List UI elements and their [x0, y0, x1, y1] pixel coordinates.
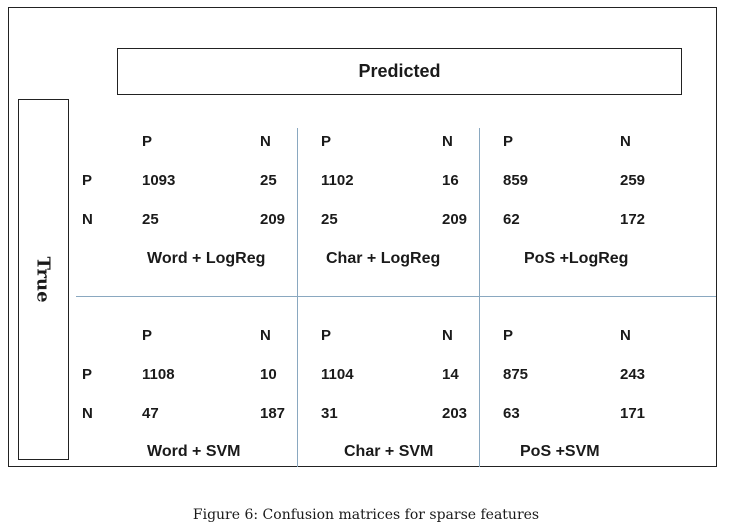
- col-header-p: P: [321, 133, 332, 150]
- col-header-p: P: [142, 327, 153, 344]
- cell-tn: 187: [260, 405, 286, 422]
- row-label-n-bottom: N: [82, 405, 93, 422]
- divider-horizontal: [76, 296, 716, 297]
- col-header-p: P: [503, 133, 514, 150]
- row-label-p-top: P: [82, 172, 93, 189]
- col-header-p: P: [142, 133, 153, 150]
- col-header-n: N: [260, 133, 271, 150]
- matrix-title: Char + LogReg: [326, 250, 441, 267]
- divider-vertical-2: [479, 128, 480, 467]
- figure-caption: Figure 6: Confusion matrices for sparse features: [192, 507, 540, 523]
- predicted-label: Predicted: [358, 61, 441, 81]
- row-label-n-top: N: [82, 211, 93, 228]
- cell-tp: 1102: [321, 172, 354, 189]
- col-header-p: P: [503, 327, 514, 344]
- col-header-n: N: [620, 133, 631, 150]
- cell-fn: 10: [260, 366, 277, 383]
- cell-fp: 47: [142, 405, 159, 422]
- true-label: True: [32, 256, 54, 303]
- cell-tn: 172: [620, 211, 646, 228]
- divider-vertical-1: [297, 128, 298, 467]
- cell-tn: 171: [620, 405, 646, 422]
- true-header: [18, 99, 69, 460]
- cell-fp: 62: [503, 211, 520, 228]
- matrix-title: Char + SVM: [344, 443, 434, 460]
- cell-tn: 209: [442, 211, 468, 228]
- col-header-p: P: [321, 327, 332, 344]
- cell-tp: 859: [503, 172, 529, 189]
- col-header-n: N: [442, 327, 453, 344]
- col-header-n: N: [442, 133, 453, 150]
- matrix-title: PoS +LogReg: [524, 250, 629, 267]
- row-label-p-bottom: P: [82, 366, 93, 383]
- cell-fn: 25: [260, 172, 277, 189]
- cell-tp: 1104: [321, 366, 354, 383]
- predicted-header: [117, 48, 682, 95]
- cell-fp: 63: [503, 405, 520, 422]
- matrix-title: Word + LogReg: [147, 250, 266, 267]
- cell-tn: 209: [260, 211, 286, 228]
- cell-fp: 25: [142, 211, 159, 228]
- cell-fn: 259: [620, 172, 646, 189]
- cell-fn: 14: [442, 366, 459, 383]
- matrix-title: Word + SVM: [147, 443, 241, 460]
- cell-fp: 31: [321, 405, 338, 422]
- col-header-n: N: [260, 327, 271, 344]
- cell-fn: 243: [620, 366, 646, 383]
- cell-tp: 1108: [142, 366, 175, 383]
- col-header-n: N: [620, 327, 631, 344]
- cell-fn: 16: [442, 172, 459, 189]
- cell-tp: 875: [503, 366, 529, 383]
- cell-tp: 1093: [142, 172, 176, 189]
- matrix-title: PoS +SVM: [520, 443, 600, 460]
- cell-fp: 25: [321, 211, 338, 228]
- cell-tn: 203: [442, 405, 468, 422]
